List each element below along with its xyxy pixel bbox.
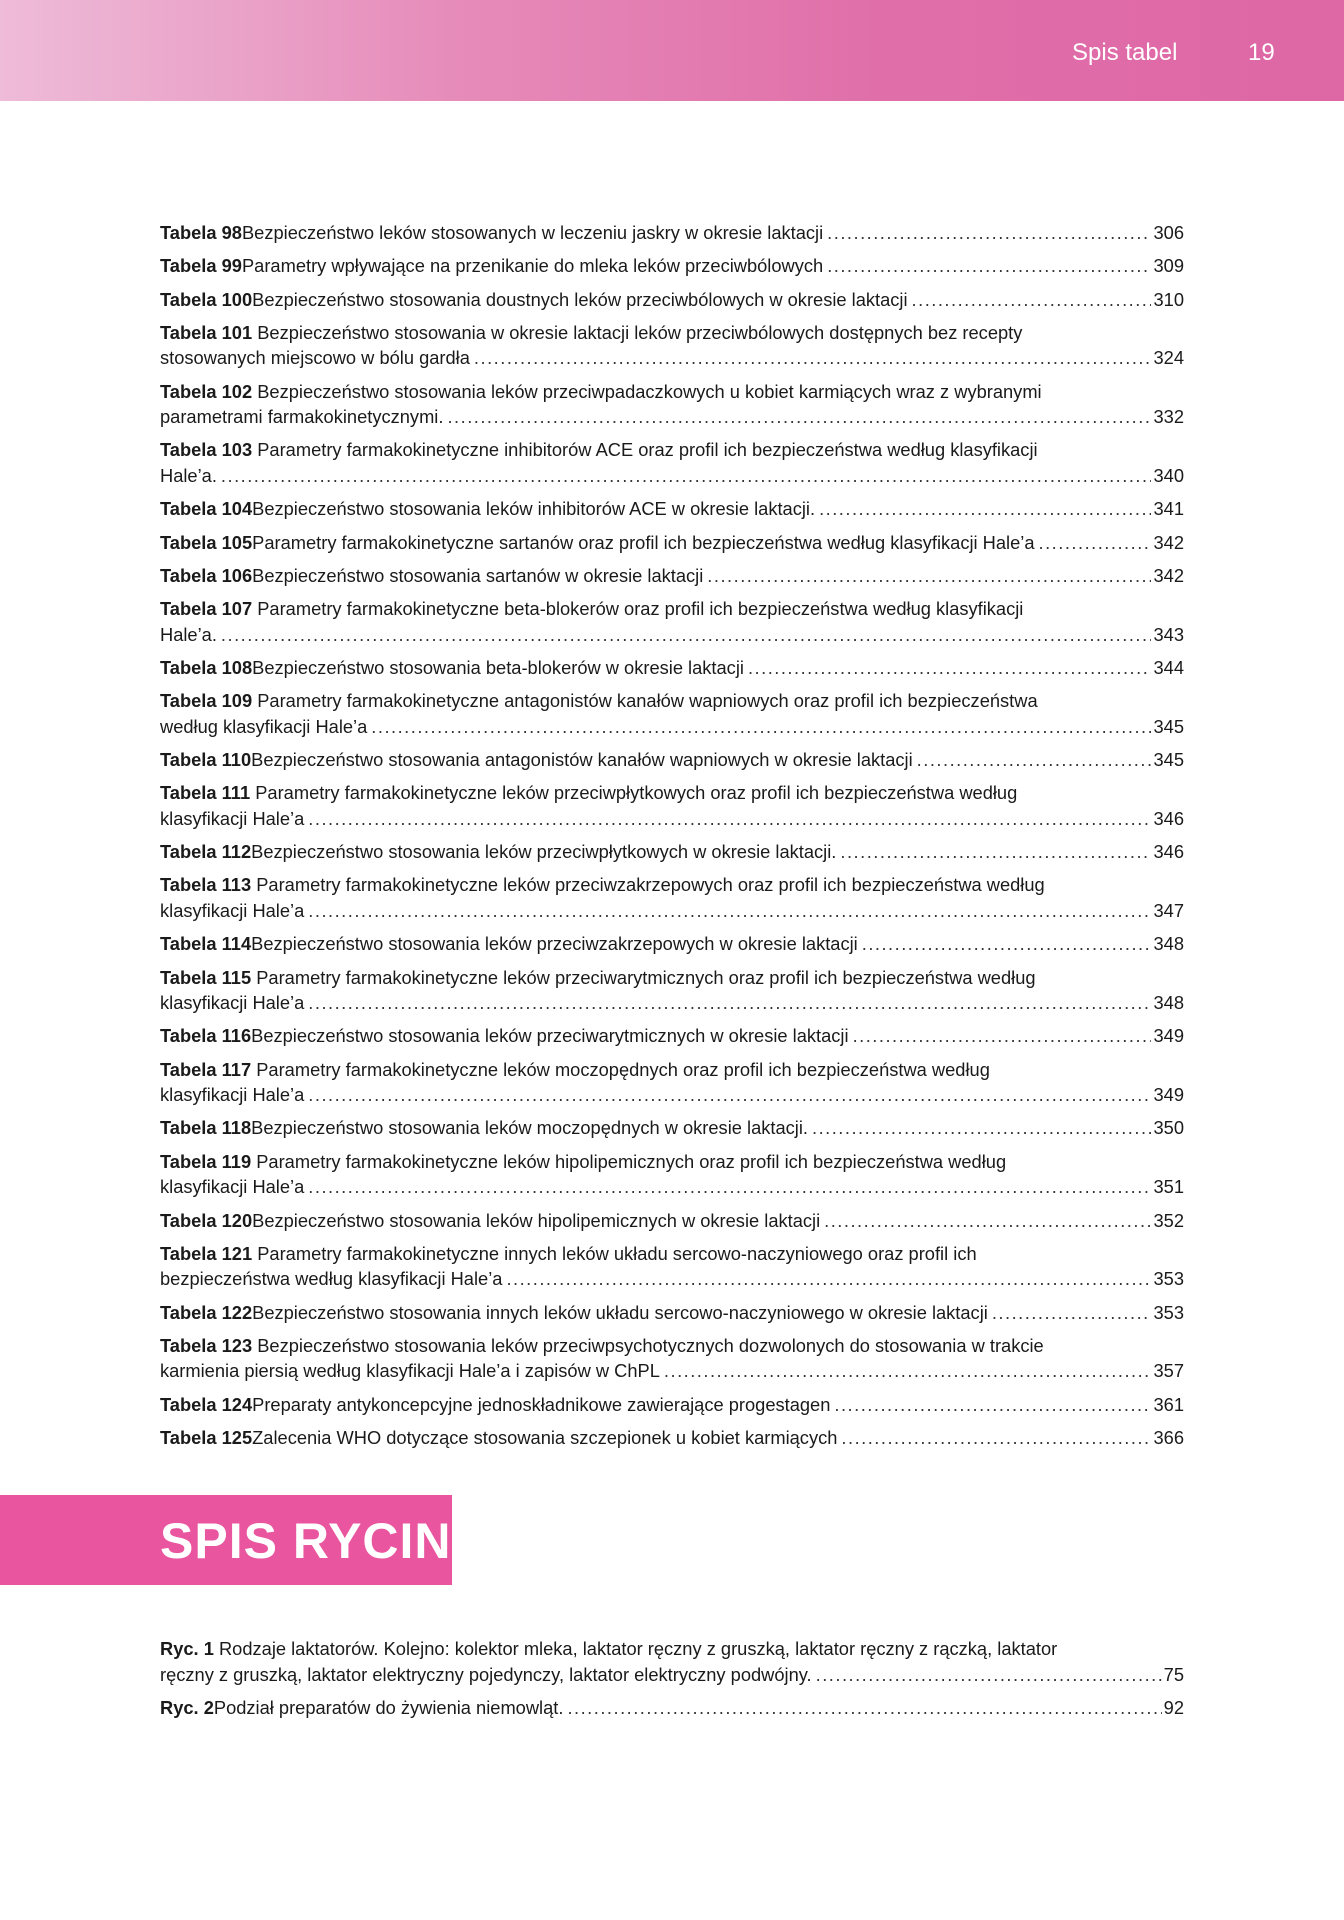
toc-entry [160,287,1184,313]
toc-entry [160,872,1184,923]
toc-entry-text: Bezpieczeństwo stosowania leków przeciwzakrzepowych w okresie laktacji [251,933,858,955]
toc-entry-page: 310 [1153,288,1184,310]
toc-entry [160,596,1184,647]
toc-entry [160,1241,1184,1292]
toc-entry-line [160,622,1184,648]
toc-entry-label: Tabela 112 [160,841,252,863]
toc-entry [160,1425,1184,1451]
toc-entry-text: Hale’a. [160,464,217,486]
toc-entry-text: Bezpieczeństwo stosowania doustnych leków przeciwbólowych w okresie laktacji [252,288,908,310]
toc-entry-line [160,780,1184,806]
toc-entry-text: Rodzaje laktatorów. Kolejno: kolektor mleka, laktator ręczny z gruszką, laktator ręczny z rączką, laktator [218,1638,1058,1659]
toc-entry-label: Tabela 122 [160,1301,253,1323]
toc-entry-page: 353 [1153,1301,1184,1323]
toc-entry-page: 345 [1153,749,1184,771]
toc-entry-label: Tabela 125 [160,1427,253,1449]
dot-leader [221,463,1152,489]
toc-entry-label: Tabela 110 [160,749,252,771]
toc-entry-text: Parametry wpływające na przenikanie do mleka leków przeciwbólowych [241,255,824,277]
dot-leader [992,1300,1152,1326]
toc-entry-label: Ryc. 1 [160,1638,214,1659]
toc-entry-text: Parametry farmakokinetyczne leków przeciwarytmicznych oraz profil ich bezpieczeństwa według [256,966,1036,988]
toc-entry [160,688,1184,739]
toc-entry [160,747,1184,773]
toc-entry-page: 324 [1153,347,1184,369]
toc-entry-page: 353 [1153,1268,1184,1290]
dot-leader [567,1695,1161,1721]
toc-entry-page: 342 [1153,564,1184,586]
dot-leader [834,1392,1151,1418]
toc-entry [160,1023,1184,1049]
toc-entry-line [160,463,1184,489]
toc-entry-page: 306 [1153,222,1184,243]
toc-entry [160,655,1184,681]
toc-entry-line [160,1636,1184,1662]
toc-entry-line [160,1392,1184,1418]
toc-entry-text: parametrami farmakokinetycznymi. [160,406,444,428]
toc-entry-page: 332 [1153,406,1184,428]
dot-leader [827,220,1151,246]
toc-entry-label: Tabela 124 [160,1393,253,1415]
dot-leader [371,714,1151,740]
toc-entry-label: Tabela 99 [160,255,242,277]
dot-leader [841,1425,1151,1451]
toc-entry-line [160,1082,1184,1108]
dot-leader [840,839,1151,865]
toc-entry-line [160,898,1184,924]
toc-entry-text: Bezpieczeństwo stosowania antagonistów kanałów wapniowych w okresie laktacji [251,749,913,771]
dot-leader [308,1082,1151,1108]
toc-entry-line [160,1241,1184,1267]
toc-entry-page: 346 [1153,807,1184,829]
toc-entry [160,320,1184,371]
dot-leader [812,1115,1152,1141]
toc-entry-label: Tabela 113 [160,874,252,896]
toc-entry-line [160,1662,1184,1688]
toc-entry-page: 349 [1153,1084,1184,1106]
toc-entry-line [160,1057,1184,1083]
toc-entry-line [160,1695,1184,1721]
dot-leader [824,1208,1151,1234]
toc-entry-page: 361 [1153,1393,1184,1415]
toc-entry-label: Ryc. 2 [160,1696,214,1718]
toc-entry [160,253,1184,279]
toc-entry-text: według klasyfikacji Hale’a [160,715,368,737]
toc-entry [160,780,1184,831]
toc-entry-page: 340 [1153,464,1184,486]
toc-entry-text: ręczny z gruszką, laktator elektryczny pojedynczy, laktator elektryczny podwójny. [160,1663,812,1685]
toc-entry-label: Tabela 116 [160,1025,252,1047]
toc-entry [160,496,1184,522]
toc-entry-label: Tabela 111 [160,782,251,804]
toc-entry [160,1695,1184,1721]
toc-entry-line [160,747,1184,773]
toc-entry-text: Bezpieczeństwo stosowania w okresie laktacji leków przeciwbólowych dostępnych bez recepty [257,321,1023,343]
toc-entry-label: Tabela 118 [160,1117,252,1139]
toc-entry-text: Parametry farmakokinetyczne inhibitorów ACE oraz profil ich bezpieczeństwa według klasyfikacji [257,439,1038,461]
toc-entry-page: 341 [1153,498,1184,520]
toc-entry [160,437,1184,488]
toc-entry [160,1149,1184,1200]
toc-entry-label: Tabela 120 [160,1209,253,1231]
toc-entry [160,1333,1184,1384]
dot-leader [506,1266,1151,1292]
toc-entry-text: Bezpieczeństwo leków stosowanych w leczeniu jaskry w okresie laktacji [241,222,824,243]
toc-entry-label: Tabela 100 [160,288,253,310]
toc-entry-line [160,1300,1184,1326]
dot-leader [707,563,1151,589]
toc-entry-page: 352 [1153,1209,1184,1231]
toc-entry-text: stosowanych miejscowo w bólu gardła [160,347,470,369]
toc-entry-label: Tabela 114 [160,933,252,955]
toc-entry-page: 366 [1153,1427,1184,1449]
dot-leader [447,404,1151,430]
toc-entry-line [160,404,1184,430]
toc-entry-text: Zalecenia WHO dotyczące stosowania szczepionek u kobiet karmiących [252,1427,838,1449]
toc-entry-text: Bezpieczeństwo stosowania leków przeciwarytmicznych w okresie laktacji [251,1025,849,1047]
toc-entry-text: Parametry farmakokinetyczne leków moczopędnych oraz profil ich bezpieczeństwa według [256,1058,990,1080]
toc-entry-line [160,1115,1184,1141]
list-of-figures [160,1636,1184,1728]
toc-entry [160,1636,1184,1687]
toc-entry-page: 348 [1153,933,1184,955]
toc-entry-line [160,872,1184,898]
toc-entry-label: Tabela 123 [160,1334,253,1356]
page-number: 19 [1248,39,1275,66]
toc-entry-label: Tabela 106 [160,564,253,586]
toc-entry-line [160,1266,1184,1292]
toc-entry-text: Parametry farmakokinetyczne sartanów oraz profil ich bezpieczeństwa według klasyfikacji Hale’a [252,531,1035,553]
toc-entry-label: Tabela 115 [160,966,252,988]
toc-entry-page: 349 [1153,1025,1184,1047]
toc-entry-line [160,990,1184,1016]
toc-entry-label: Tabela 117 [160,1058,252,1080]
toc-entry-page: 343 [1153,623,1184,645]
toc-entry [160,379,1184,430]
dot-leader [819,496,1151,522]
toc-entry-label: Tabela 107 [160,598,253,620]
toc-entry-line [160,253,1184,279]
toc-entry-text: klasyfikacji Hale’a [160,1084,305,1106]
dot-leader [308,806,1151,832]
dot-leader [308,898,1151,924]
toc-entry-line [160,220,1184,246]
toc-entry-text: Bezpieczeństwo stosowania sartanów w okresie laktacji [252,564,704,586]
dot-leader [827,253,1151,279]
toc-entry-line [160,1333,1184,1359]
toc-entry-text: Bezpieczeństwo stosowania leków inhibitorów ACE w okresie laktacji. [252,498,816,520]
toc-entry-text: Parametry farmakokinetyczne innych leków układu sercowo-naczyniowego oraz profil ich [257,1242,977,1264]
dot-leader [853,1023,1152,1049]
dot-leader [1039,530,1152,556]
toc-entry-text: Parametry farmakokinetyczne leków przeciwpłytkowych oraz profil ich bezpieczeństwa według [255,782,1018,804]
toc-entry-page: 75 [1163,1663,1184,1685]
toc-entry-text: Bezpieczeństwo stosowania beta-blokerów w okresie laktacji [252,656,744,678]
toc-entry-line [160,379,1184,405]
toc-entry-text: Parametry farmakokinetyczne leków hipolipemicznych oraz profil ich bezpieczeństwa według [256,1150,1007,1172]
toc-entry-line [160,714,1184,740]
toc-entry [160,220,1184,246]
toc-entry-page: 344 [1153,656,1184,678]
toc-entry-line [160,596,1184,622]
dot-leader [816,1662,1162,1688]
toc-entry-line [160,496,1184,522]
toc-entry-line [160,345,1184,371]
toc-entry-text: Bezpieczeństwo stosowania leków przeciwpsychotycznych dozwolonych do stosowania w trakcie [257,1334,1044,1356]
list-of-tables [160,220,1184,1458]
toc-entry-text: klasyfikacji Hale’a [160,992,305,1014]
toc-entry-page: 92 [1163,1696,1184,1718]
toc-entry-text: Bezpieczeństwo stosowania leków przeciwpłytkowych w okresie laktacji. [251,841,837,863]
toc-entry-label: Tabela 109 [160,690,253,712]
toc-entry-line [160,1358,1184,1384]
toc-entry-line [160,655,1184,681]
toc-entry-line [160,965,1184,991]
toc-entry-label: Tabela 104 [160,498,253,520]
dot-leader [912,287,1152,313]
toc-entry [160,931,1184,957]
toc-entry-text: Bezpieczeństwo stosowania leków hipolipemicznych w okresie laktacji [252,1209,821,1231]
toc-entry-text: Parametry farmakokinetyczne antagonistów kanałów wapniowych oraz profil ich bezpieczeństwa [257,690,1038,712]
toc-entry-line [160,1149,1184,1175]
toc-entry [160,1115,1184,1141]
toc-entry-text: Bezpieczeństwo stosowania innych leków układu sercowo-naczyniowego w okresie laktacji [252,1301,988,1323]
toc-entry-line [160,1208,1184,1234]
toc-entry-line [160,1174,1184,1200]
toc-entry-line [160,530,1184,556]
toc-entry-line [160,1023,1184,1049]
toc-entry-text: Preparaty antykoncepcyjne jednoskładnikowe zawierające progestagen [252,1393,831,1415]
toc-entry-page: 346 [1153,841,1184,863]
dot-leader [474,345,1152,371]
toc-entry [160,1300,1184,1326]
toc-entry-text: klasyfikacji Hale’a [160,1176,305,1198]
toc-entry-label: Tabela 98 [160,222,242,243]
toc-entry-line [160,806,1184,832]
toc-entry [160,1392,1184,1418]
toc-entry [160,1208,1184,1234]
toc-entry-text: klasyfikacji Hale’a [160,899,305,921]
toc-entry-line [160,320,1184,346]
section-title-figures: SPIS RYCIN [160,1513,452,1569]
dot-leader [862,931,1152,957]
toc-entry-page: 348 [1153,992,1184,1014]
toc-entry-text: Bezpieczeństwo stosowania leków przeciwpadaczkowych u kobiet karmiących wraz z wybranymi [257,380,1042,402]
toc-entry-text: Parametry farmakokinetyczne leków przeciwzakrzepowych oraz profil ich bezpieczeństwa według [256,874,1045,896]
toc-entry-page: 345 [1153,715,1184,737]
dot-leader [664,1358,1152,1384]
running-header-title: Spis tabel [1072,39,1178,66]
toc-entry-line [160,563,1184,589]
toc-entry-page: 357 [1153,1360,1184,1382]
toc-entry-line [160,1425,1184,1451]
toc-entry [160,530,1184,556]
dot-leader [917,747,1152,773]
header-bar [0,0,1344,101]
toc-entry-label: Tabela 121 [160,1242,253,1264]
toc-entry-text: Parametry farmakokinetyczne beta-blokerów oraz profil ich bezpieczeństwa według klasyfikacji [257,598,1024,620]
toc-entry [160,839,1184,865]
toc-entry-page: 342 [1153,531,1184,553]
toc-entry-line [160,287,1184,313]
toc-entry-text: bezpieczeństwa według klasyfikacji Hale’a [160,1268,503,1290]
toc-entry-line [160,931,1184,957]
toc-entry-line [160,839,1184,865]
toc-entry-text: karmienia piersią według klasyfikacji Hale’a i zapisów w ChPL [160,1360,660,1382]
toc-entry-label: Tabela 103 [160,439,253,461]
toc-entry-text: klasyfikacji Hale’a [160,807,305,829]
toc-entry-label: Tabela 108 [160,656,253,678]
toc-entry-label: Tabela 102 [160,380,253,402]
toc-entry [160,965,1184,1016]
dot-leader [308,990,1151,1016]
toc-entry-line [160,437,1184,463]
toc-entry-label: Tabela 119 [160,1150,252,1172]
toc-entry-page: 309 [1153,255,1184,277]
dot-leader [308,1174,1151,1200]
toc-entry-page: 350 [1153,1117,1184,1139]
toc-entry [160,1057,1184,1108]
toc-entry-text: Hale’a. [160,623,217,645]
toc-entry-label: Tabela 105 [160,531,253,553]
toc-entry-page: 347 [1153,899,1184,921]
toc-entry-line [160,688,1184,714]
toc-entry-text: Bezpieczeństwo stosowania leków moczopędnych w okresie laktacji. [251,1117,808,1139]
dot-leader [748,655,1152,681]
toc-entry-label: Tabela 101 [160,321,253,343]
toc-entry-page: 351 [1153,1176,1184,1198]
toc-entry [160,563,1184,589]
dot-leader [221,622,1152,648]
toc-entry-text: Podział preparatów do żywienia niemowląt. [213,1696,564,1718]
